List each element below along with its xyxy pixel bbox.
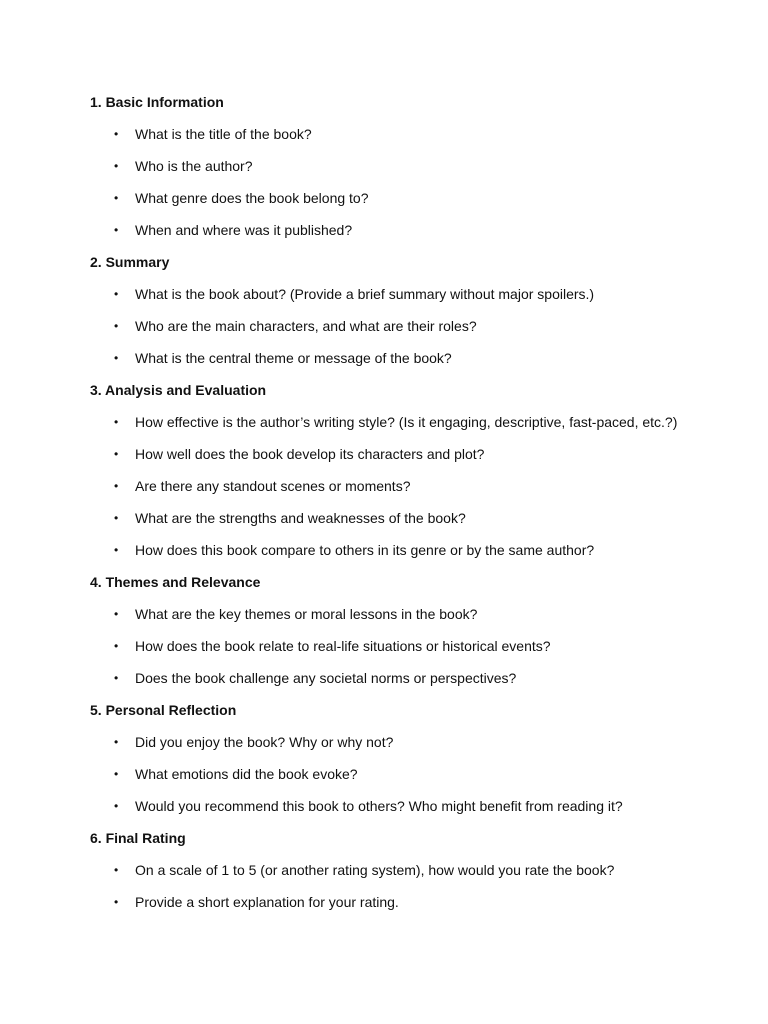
bullet-icon: •	[114, 223, 119, 237]
bullet-icon: •	[114, 895, 119, 909]
section-1	[0, 93, 768, 253]
bullet-list	[0, 861, 768, 925]
bullet-icon: •	[114, 319, 119, 333]
list-item-text: What are the strengths and weaknesses of the book?	[135, 510, 466, 526]
bullet-list	[0, 125, 768, 253]
list-item-text: Does the book challenge any societal norms or perspectives?	[135, 670, 517, 686]
section-heading: 4. Themes and Relevance	[90, 574, 261, 590]
bullet-icon: •	[114, 863, 119, 877]
list-item-text: What is the book about? (Provide a brief summary without major spoilers.)	[135, 286, 595, 302]
list-item	[0, 733, 768, 765]
bullet-icon: •	[114, 159, 119, 173]
bullet-list	[0, 733, 768, 829]
list-item	[0, 413, 768, 445]
bullet-icon: •	[114, 127, 119, 141]
bullet-list	[0, 413, 768, 573]
list-item-text: Provide a short explanation for your rating.	[135, 894, 399, 910]
list-item	[0, 189, 768, 221]
section-heading: 1. Basic Information	[90, 94, 224, 110]
list-item	[0, 317, 768, 349]
list-item	[0, 669, 768, 701]
section-5	[0, 701, 768, 829]
list-item-text: What genre does the book belong to?	[135, 190, 369, 206]
list-item-text: What is the central theme or message of the book?	[135, 350, 452, 366]
section-heading: 5. Personal Reflection	[90, 702, 237, 718]
bullet-icon: •	[114, 671, 119, 685]
list-item	[0, 861, 768, 893]
bullet-icon: •	[114, 607, 119, 621]
list-item-text: Are there any standout scenes or moments?	[135, 478, 411, 494]
list-item	[0, 349, 768, 381]
list-item	[0, 125, 768, 157]
list-item	[0, 285, 768, 317]
bullet-icon: •	[114, 287, 119, 301]
list-item-text: Who are the main characters, and what are their roles?	[135, 318, 477, 334]
list-item	[0, 445, 768, 477]
list-item	[0, 221, 768, 253]
section-heading: 2. Summary	[90, 254, 170, 270]
list-item	[0, 797, 768, 829]
bullet-icon: •	[114, 191, 119, 205]
document-body	[0, 93, 768, 925]
section-3	[0, 381, 768, 573]
list-item	[0, 605, 768, 637]
list-item-text: Who is the author?	[135, 158, 253, 174]
list-item	[0, 637, 768, 669]
bullet-icon: •	[114, 543, 119, 557]
list-item	[0, 541, 768, 573]
bullet-icon: •	[114, 639, 119, 653]
list-item-text: How well does the book develop its characters and plot?	[135, 446, 485, 462]
bullet-list	[0, 285, 768, 381]
section-heading: 6. Final Rating	[90, 830, 186, 846]
list-item-text: On a scale of 1 to 5 (or another rating system), how would you rate the book?	[135, 862, 615, 878]
bullet-icon: •	[114, 767, 119, 781]
list-item	[0, 509, 768, 541]
list-item-text: How does the book relate to real-life situations or historical events?	[135, 638, 551, 654]
list-item-text: When and where was it published?	[135, 222, 353, 238]
section-6	[0, 829, 768, 925]
list-item-text: How effective is the author’s writing style? (Is it engaging, descriptive, fast-paced, etc.?)	[135, 414, 678, 430]
list-item	[0, 893, 768, 925]
list-item	[0, 157, 768, 189]
bullet-icon: •	[114, 415, 119, 429]
list-item	[0, 765, 768, 797]
bullet-icon: •	[114, 479, 119, 493]
bullet-icon: •	[114, 511, 119, 525]
bullet-icon: •	[114, 447, 119, 461]
list-item	[0, 477, 768, 509]
section-2	[0, 253, 768, 381]
section-4	[0, 573, 768, 701]
list-item-text: What are the key themes or moral lessons in the book?	[135, 606, 478, 622]
list-item-text: What emotions did the book evoke?	[135, 766, 358, 782]
list-item-text: What is the title of the book?	[135, 126, 312, 142]
list-item-text: How does this book compare to others in its genre or by the same author?	[135, 542, 595, 558]
bullet-icon: •	[114, 799, 119, 813]
bullet-icon: •	[114, 735, 119, 749]
list-item-text: Did you enjoy the book? Why or why not?	[135, 734, 394, 750]
bullet-icon: •	[114, 351, 119, 365]
list-item-text: Would you recommend this book to others? Who might benefit from reading it?	[135, 798, 623, 814]
bullet-list	[0, 605, 768, 701]
section-heading: 3. Analysis and Evaluation	[90, 382, 267, 398]
